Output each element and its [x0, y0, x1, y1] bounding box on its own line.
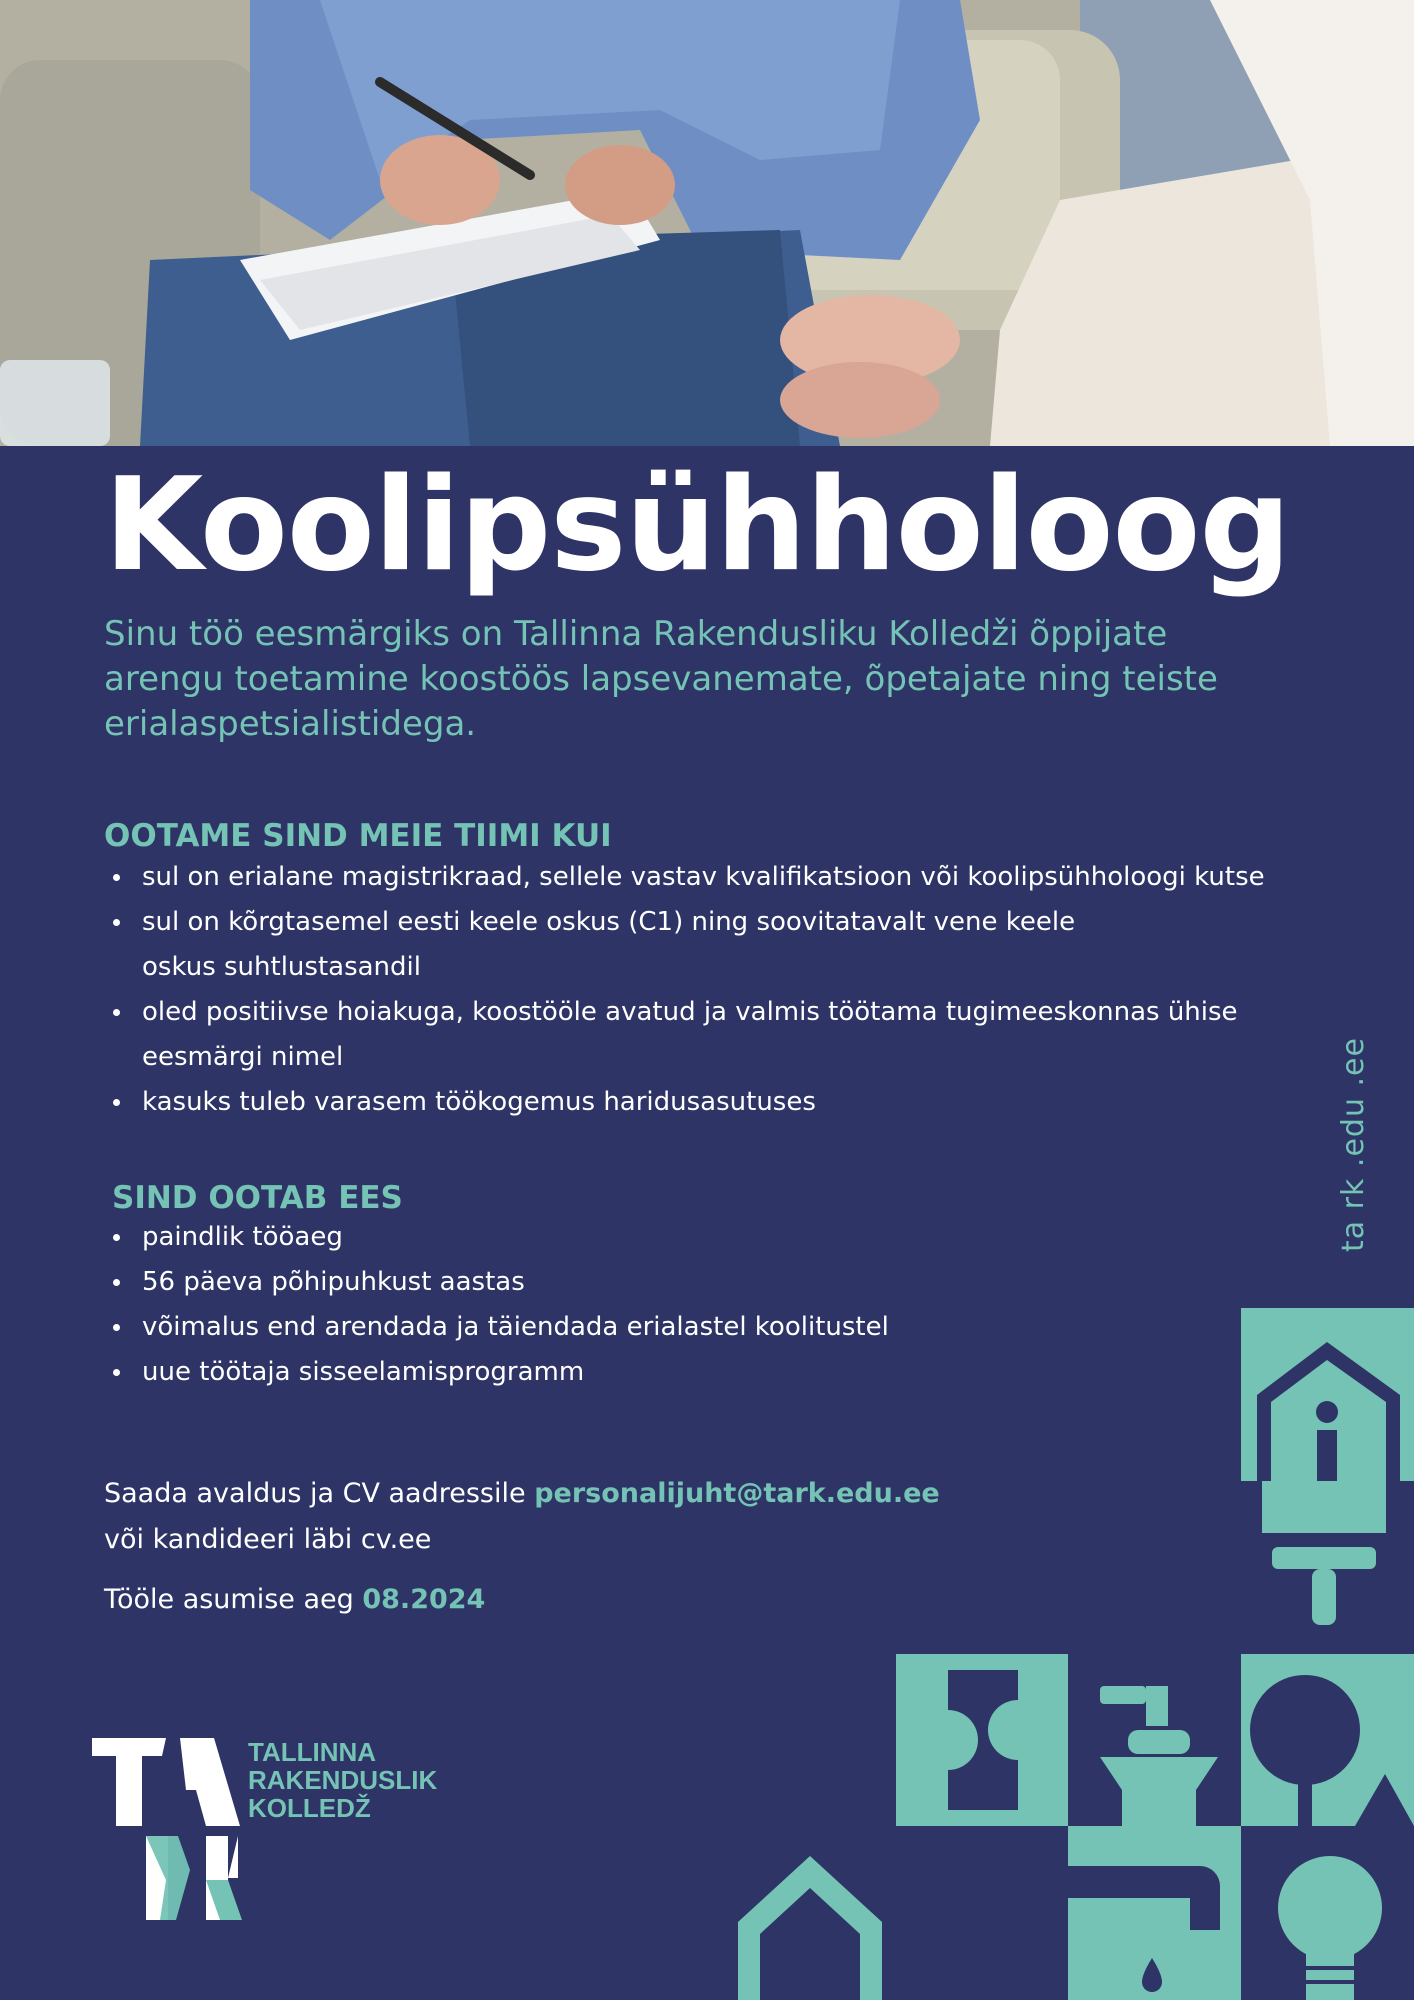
list-item: võimalus end arendada ja täiendada erialastel koolitustel: [108, 1305, 1108, 1350]
house-outline-icon: [738, 1856, 882, 2000]
apply-line: [104, 1478, 940, 1509]
house-info-tile: [1241, 1308, 1414, 1481]
photo-illustration: [0, 0, 1414, 446]
page-title: Koolipsühholoog: [104, 451, 1291, 600]
requirements-list: [108, 855, 1268, 1125]
list-item: kasuks tuleb varasem töökogemus haridusasutuses: [108, 1080, 1268, 1125]
list-item: 56 päeva põhipuhkust aastas: [108, 1260, 1108, 1305]
side-url[interactable]: ta rk .edu .ee: [1336, 1037, 1371, 1252]
soap-dispenser-icon: [1100, 1686, 1218, 1826]
list-item: paindlik tööaeg: [108, 1215, 1108, 1260]
apply-text: Saada avaldus ja CV aadressile: [104, 1478, 535, 1509]
alt-apply-text: või kandideeri läbi cv.ee: [104, 1524, 432, 1555]
list-item: sul on kõrgtasemel eesti keele oskus (C1) ning soovitatavalt vene keele oskus suhtlustasandil: [108, 900, 1142, 990]
lead-paragraph: Sinu töö eesmärgiks on Tallinna Rakendusliku Kolledži õppijate arengu toetamine koostöös lapsevanemate, õpetajate ning teiste erialaspetsialistidega.: [104, 614, 1218, 744]
benefits-list: [108, 1215, 1108, 1395]
ticket-tile: [896, 1654, 1068, 1826]
lightbulb-icon: [1278, 1856, 1382, 2000]
list-item: sul on erialane magistrikraad, sellele vastav kvalifikatsioon või koolipsühholoogi kutse: [108, 855, 1268, 900]
brush-icon: [1262, 1481, 1386, 1625]
benefits-heading: SIND OOTAB EES: [112, 1180, 403, 1216]
list-item: oled positiivse hoiakuga, koostööle avatud ja valmis töötama tugimeeskonnas ühise eesmärgi nimel: [108, 990, 1262, 1080]
start-date: 08.2024: [362, 1584, 486, 1615]
email-link[interactable]: personalijuht@tark.edu.ee: [534, 1478, 940, 1509]
start-line: [104, 1584, 485, 1615]
logo-line-1: TALLINNA: [248, 1737, 377, 1767]
requirements-heading: OOTAME SIND MEIE TIIMI KUI: [104, 818, 612, 854]
header-photo: [0, 0, 1414, 446]
logo-line-2: RAKENDUSLIK: [248, 1765, 438, 1795]
tree-tile: [1241, 1654, 1414, 1826]
faucet-tile: [1068, 1826, 1241, 2000]
list-item: uue töötaja sisseelamisprogramm: [108, 1350, 1108, 1395]
start-label: Tööle asumise aeg: [104, 1584, 363, 1615]
logo-text: [248, 1738, 437, 1822]
logo-line-3: KOLLEDŽ: [248, 1793, 371, 1823]
